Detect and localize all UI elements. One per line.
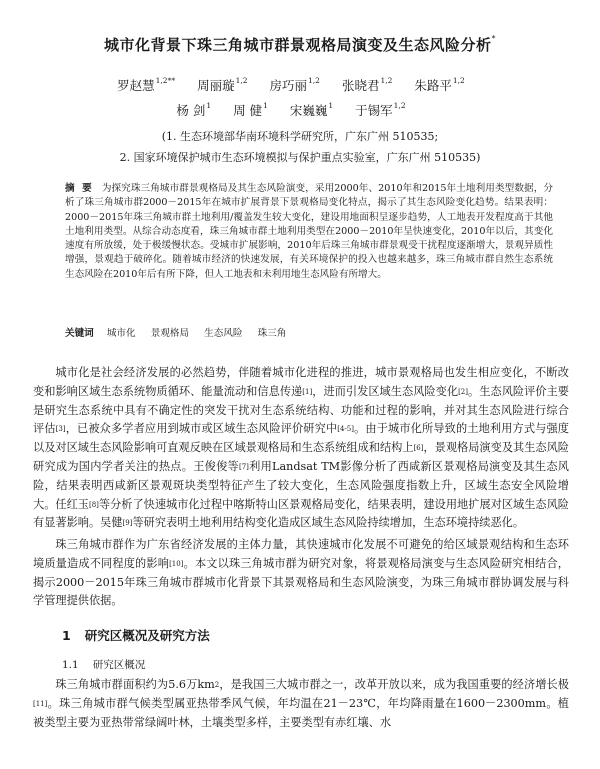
author: 张晓君$^{1,2}$: [341, 76, 393, 93]
author: 宋巍巍$^1$: [289, 101, 334, 118]
citation: [6]: [413, 444, 424, 453]
citation: [10]: [169, 559, 184, 568]
author: 于锡军$^{1,2}$: [355, 101, 406, 118]
author: 罗赵慧$^{1,2**}$: [117, 76, 176, 93]
section-heading-1: 1 研究区概况及研究方法: [62, 628, 210, 643]
abstract: [65, 182, 553, 282]
intro-paragraph-1: 城市化是社会经济发展的必然趋势，伴随着城市化进程的推进，城市景观格局也发生相应变化，不断改变和影响区域生态系统物质循环、能量流动和信息传递[1]，进而引发区域生态风险变化[2]。生态风险评价主要是研究生态系统中具有不确定性的突发干扰对生态系统结构、功能和过程的影响，并对其生态风险进行综合评估[3]，已被众多学者应用到城市或区域生态风险评价研究中[4-5]。由于城市化所导致的土地利用方式与强度以及对区域生态风险影响可直观反映在区域景观格局和生态系统组成和结构上[6]，景观格局演变及其生态风险研究成为国内学者关注的热点。王俊俊等[7]利用Landsat TM影像分析了西咸新区景观格局演变及其生态风险，结果表明西咸新区景观斑块类型特征产生了较大变化，生态风险强度指数上升，区域生态安全风险增大。任红玉[8]等分析了快速城市化过程中喀斯特山区景观格局变化，结果表明，建设用地扩展对区域生态风险有显著影响。吴健[9]等研究表明土地利用结构变化造成区域生态风险持续增加，生态环境持续恶化。: [33, 366, 569, 530]
citation: [9]: [122, 519, 133, 528]
title-text: 城市化背景下珠三角城市群景观格局演变及生态风险分析: [103, 36, 492, 54]
author: 周 健$^1$: [233, 101, 268, 118]
affiliation-1: (1. 生态环境部华南环境科学研究所，广东广州 510535;: [161, 130, 439, 143]
citation: [1]: [302, 387, 313, 396]
authors-line-1: [40, 76, 560, 94]
keywords-label: 关键词: [65, 328, 94, 339]
title-footnote-mark: *: [491, 34, 496, 43]
abstract-text: 为探究珠三角城市群景观格局及其生态风险演变，采用2000年、2010年和2015年土地利用类型数据，分析了珠三角城市群2000－2015年在城市扩展背景下景观格局变化特点，揭示了其生态风险变化趋势。结果表明：2000－2015年珠三角城市群土地利用/覆盖发生较大变化，建设用地面积呈逐步趋势，人工地表开发程度高于其他土地利用类型。从综合动态度看，珠三角城市群土地利用类型在2000－2010年呈快速变化，2010年以后，其变化速度有所放缓，处于极缓慢状态。受城市扩展影响，2010年后珠三角城市群景观受干扰程度逐渐增大，景观异质性增强，景观趋于破碎化。随着城市经济的快速发展，有关环境保护的投入也越来越多，珠三角城市群自然生态系统生态风险在2010年后有所下降，但人工地表和未利用地生态风险有所增大。: [65, 183, 553, 280]
author: 杨 剑$^1$: [176, 101, 212, 118]
citation: [4-5]: [337, 425, 354, 434]
citation: [3]: [55, 425, 66, 434]
citation: [11]: [33, 699, 48, 708]
study-area-paragraph: 珠三角城市群面积约为5.6万$km^2$，是我国三大城市群之一，改革开放以来，成为我国重要的经济增长极[11]。珠三角城市群气候类型属亚热带季风气候，年均温在21－23℃，年均降雨量在1600－2300mm。植被类型主要为亚热带常绿阔叶林，土壤类型多样，主要类型有赤红壤、水: [33, 678, 569, 729]
abstract-label: 摘 要: [65, 183, 94, 194]
authors-line-2: [40, 101, 560, 119]
citation: [7]: [238, 462, 249, 471]
citation: [2]: [458, 387, 468, 396]
keywords: [65, 325, 553, 339]
author: 房巧丽$^{1,2}$: [269, 76, 320, 93]
keyword: 景观格局: [150, 328, 190, 339]
keyword: 城市化: [106, 328, 136, 339]
author: 朱路平$^{1,2}$: [414, 76, 465, 93]
citation: [8]: [88, 500, 99, 509]
intro-paragraph-2: 珠三角城市群作为广东省经济发展的主体力量，其快速城市化发展不可避免的给区域景观结构和生态环境质量造成不同程度的影响[10]。本文以珠三角城市群为研究对象，将景观格局演变与生态风险研究相结合，揭示2000－2015年珠三角城市群城市化背景下其景观格局和生态风险演变，为珠三角城市群协调发展与科学管理提供依据。: [33, 538, 569, 608]
keyword: 珠三角: [257, 328, 287, 339]
author: 周丽璇$^{1,2}$: [197, 76, 248, 93]
affiliation-2: 2. 国家环境保护城市生态环境模拟与保护重点实验室，广东广州 510535): [119, 151, 481, 164]
keyword: 生态风险: [204, 328, 243, 339]
section-heading-1-1: 1.1 研究区概况: [62, 659, 146, 671]
paper-title: [40, 34, 560, 55]
